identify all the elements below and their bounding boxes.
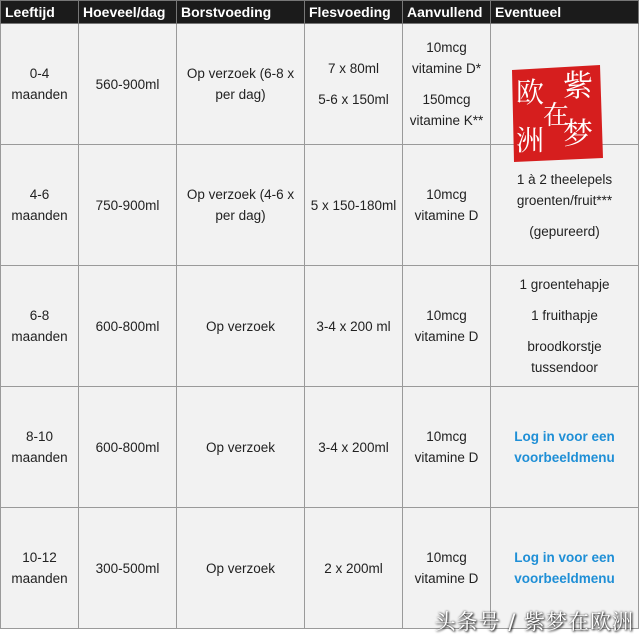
supplement-line: vitamine D xyxy=(414,329,479,344)
optional-line: groenten/fruit*** xyxy=(516,192,613,208)
link-line: voorbeeldmenu xyxy=(514,450,615,465)
table-row xyxy=(1,387,639,508)
age-value: 4-6 xyxy=(29,187,50,202)
optional-line: (gepureerd) xyxy=(529,223,600,239)
bottle-cell: 5 x 150-180ml xyxy=(305,145,403,266)
seal-char: 梦 xyxy=(563,117,593,152)
red-seal-stamp xyxy=(506,62,606,166)
watermark-text: 头条号 / 紫梦在欧洲 xyxy=(434,610,634,634)
column-header-supplement: Aanvullend xyxy=(403,1,491,24)
breastfeeding-cell: Op verzoek xyxy=(177,387,305,508)
age-cell xyxy=(1,387,79,508)
age-value: 6-8 xyxy=(29,308,50,323)
supplement-cell xyxy=(403,24,491,145)
link-line: Log in voor een xyxy=(514,550,615,565)
login-example-menu-link[interactable] xyxy=(495,426,634,468)
supplement-line: vitamine D xyxy=(414,208,479,223)
breastfeeding-line: Op verzoek (4-6 x xyxy=(186,187,295,202)
supplement-line: vitamine D* xyxy=(411,61,482,76)
age-value: 10-12 xyxy=(22,550,57,565)
seal-char: 欧 xyxy=(515,76,545,109)
age-unit: maanden xyxy=(11,450,68,465)
amount-cell: 600-800ml xyxy=(79,387,177,508)
optional-line: tussendoor xyxy=(531,360,598,375)
supplement-line: 150mcg xyxy=(422,92,471,107)
column-header-age: Leeftijd xyxy=(1,1,79,24)
age-cell xyxy=(1,266,79,387)
bottle-line: 5-6 x 150ml xyxy=(318,92,389,107)
supplement-line: vitamine K** xyxy=(409,113,484,128)
seal-char: 洲 xyxy=(515,124,545,157)
age-value: 0-4 xyxy=(29,66,50,81)
link-line: Log in voor een xyxy=(514,429,615,444)
age-unit: maanden xyxy=(11,87,68,102)
amount-cell: 600-800ml xyxy=(79,266,177,387)
breastfeeding-cell: Op verzoek xyxy=(177,508,305,629)
optional-line: 1 à 2 theelepels xyxy=(516,171,613,187)
age-cell xyxy=(1,145,79,266)
age-unit: maanden xyxy=(11,329,68,344)
breastfeeding-line: per dag) xyxy=(215,87,266,102)
bottle-cell: 3-4 x 200ml xyxy=(305,387,403,508)
supplement-line: 10mcg xyxy=(426,308,467,323)
age-cell xyxy=(1,24,79,145)
column-header-optional: Eventueel xyxy=(491,1,639,24)
breastfeeding-cell: Op verzoek xyxy=(177,266,305,387)
age-unit: maanden xyxy=(11,208,68,223)
age-value: 8-10 xyxy=(25,429,54,444)
table-row xyxy=(1,266,639,387)
supplement-cell xyxy=(403,145,491,266)
table-header-row xyxy=(1,1,639,24)
login-example-menu-link[interactable] xyxy=(495,547,634,589)
supplement-line: 10mcg xyxy=(426,187,467,202)
seal-char: 在 xyxy=(542,101,570,131)
column-header-breastfeeding: Borstvoeding xyxy=(177,1,305,24)
optional-cell xyxy=(491,387,639,508)
age-unit: maanden xyxy=(11,571,68,586)
optional-line: broodkorstje xyxy=(527,339,602,354)
column-header-amount: Hoeveel/dag xyxy=(79,1,177,24)
supplement-line: vitamine D xyxy=(414,571,479,586)
breastfeeding-cell xyxy=(177,145,305,266)
breastfeeding-line: per dag) xyxy=(215,208,266,223)
supplement-line: 10mcg xyxy=(426,429,467,444)
bottle-cell: 2 x 200ml xyxy=(305,508,403,629)
supplement-line: 10mcg xyxy=(426,550,467,565)
bottle-line: 7 x 80ml xyxy=(327,61,380,76)
age-cell xyxy=(1,508,79,629)
optional-line: 1 fruithapje xyxy=(531,308,598,323)
bottle-cell xyxy=(305,24,403,145)
amount-cell: 300-500ml xyxy=(79,508,177,629)
amount-cell: 560-900ml xyxy=(79,24,177,145)
supplement-cell xyxy=(403,387,491,508)
supplement-cell xyxy=(403,266,491,387)
optional-line: 1 groentehapje xyxy=(519,277,610,292)
breastfeeding-line: Op verzoek (6-8 x xyxy=(186,66,295,81)
column-header-bottle: Flesvoeding xyxy=(305,1,403,24)
breastfeeding-cell xyxy=(177,24,305,145)
bottle-cell: 3-4 x 200 ml xyxy=(305,266,403,387)
amount-cell: 750-900ml xyxy=(79,145,177,266)
supplement-line: 10mcg xyxy=(426,40,467,55)
link-line: voorbeeldmenu xyxy=(514,571,615,586)
supplement-line: vitamine D xyxy=(414,450,479,465)
seal-char: 紫 xyxy=(563,69,593,104)
optional-cell xyxy=(491,266,639,387)
